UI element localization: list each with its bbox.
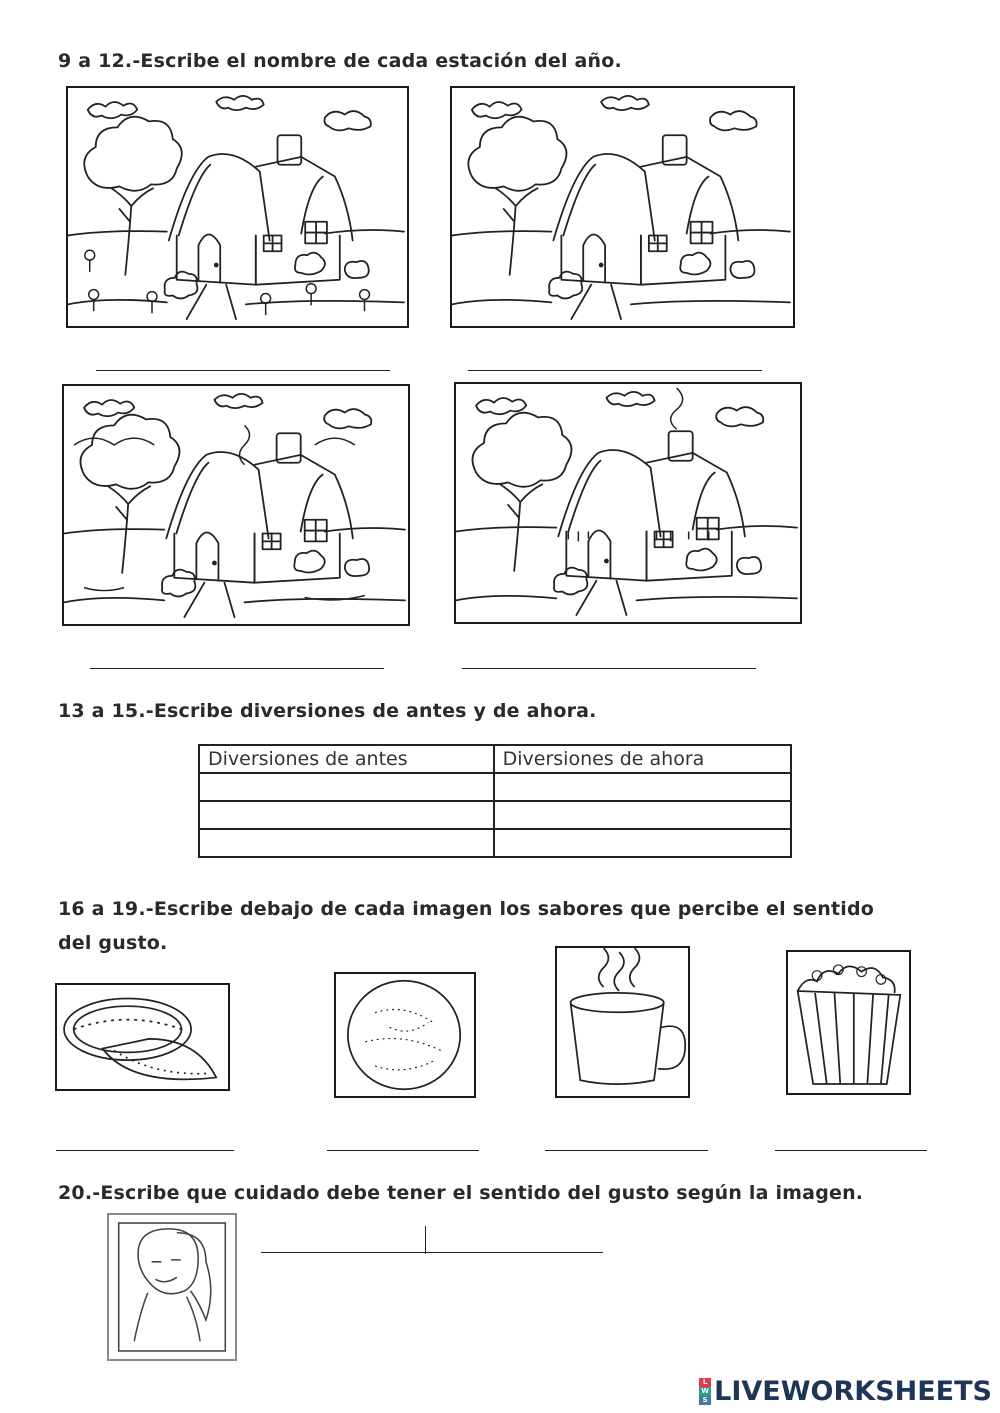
fun-now-cell-3[interactable] xyxy=(494,829,791,857)
liveworksheets-logo-icon xyxy=(699,1378,711,1405)
fun-before-cell-2[interactable] xyxy=(199,801,494,829)
liveworksheets-logo-text: LIVEWORKSHEETS xyxy=(714,1376,992,1407)
answer-line-taste-2[interactable] xyxy=(327,1150,479,1151)
table-row xyxy=(199,801,791,829)
watermelon-image xyxy=(55,983,230,1091)
text-cursor xyxy=(425,1226,426,1254)
answer-line-care[interactable] xyxy=(261,1252,603,1253)
answer-line-taste-1[interactable] xyxy=(56,1150,234,1151)
winter-house-image xyxy=(454,382,802,624)
fun-table-header-before: Diversiones de antes xyxy=(199,745,494,773)
logo-letter-w: W xyxy=(699,1387,711,1396)
orange-image xyxy=(334,972,476,1098)
logo-letter-s: S xyxy=(699,1396,711,1405)
girl-eating-image xyxy=(107,1213,237,1361)
fun-table xyxy=(198,744,792,858)
hot-drink-cup-image xyxy=(555,946,690,1098)
answer-line-season-1[interactable] xyxy=(96,370,390,371)
table-row xyxy=(199,829,791,857)
fun-table-header-row xyxy=(199,745,791,773)
liveworksheets-logo[interactable] xyxy=(699,1376,992,1407)
question-care-title: 20.-Escribe que cuidado debe tener el sentido del gusto según la imagen. xyxy=(58,1182,864,1204)
fun-table-header-now: Diversiones de ahora xyxy=(494,745,791,773)
spring-house-image xyxy=(66,86,409,328)
question-taste-title-line2: del gusto. xyxy=(58,932,168,954)
logo-letter-l: L xyxy=(699,1378,711,1387)
answer-line-season-2[interactable] xyxy=(468,370,762,371)
answer-line-season-3[interactable] xyxy=(90,668,384,669)
fun-before-cell-3[interactable] xyxy=(199,829,494,857)
answer-line-season-4[interactable] xyxy=(462,668,756,669)
popcorn-image xyxy=(786,950,911,1095)
question-seasons-title: 9 a 12.-Escribe el nombre de cada estación del año. xyxy=(58,50,622,72)
table-row xyxy=(199,773,791,801)
answer-line-taste-3[interactable] xyxy=(545,1150,708,1151)
question-taste-title-line1: 16 a 19.-Escribe debajo de cada imagen los sabores que percibe el sentido xyxy=(58,898,875,920)
question-fun-title: 13 a 15.-Escribe diversiones de antes y de ahora. xyxy=(58,700,597,722)
fun-now-cell-1[interactable] xyxy=(494,773,791,801)
summer-house-image xyxy=(450,86,795,328)
autumn-house-image xyxy=(62,384,410,626)
fun-before-cell-1[interactable] xyxy=(199,773,494,801)
answer-line-taste-4[interactable] xyxy=(775,1150,927,1151)
fun-now-cell-2[interactable] xyxy=(494,801,791,829)
